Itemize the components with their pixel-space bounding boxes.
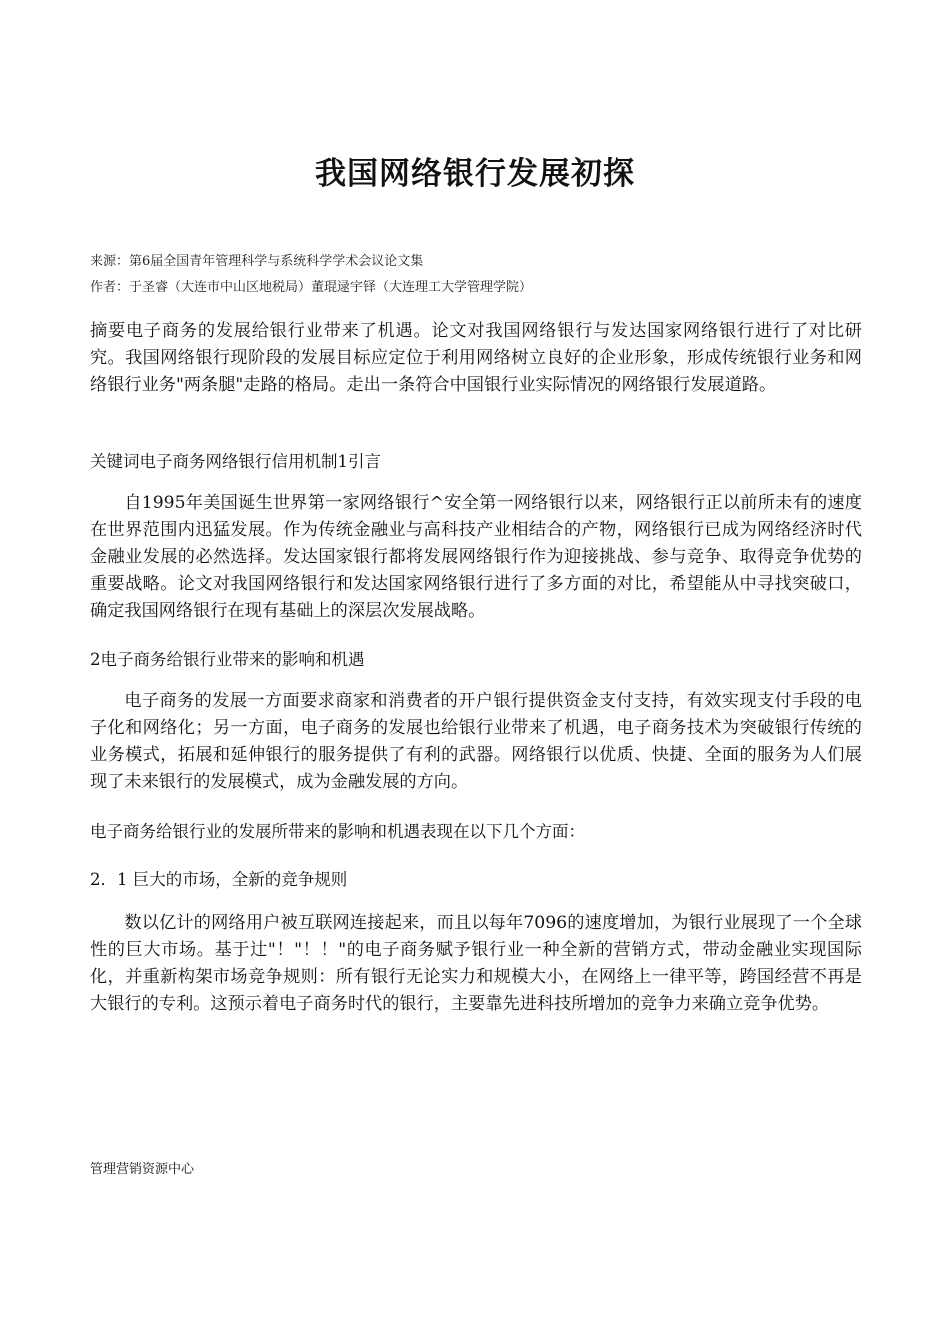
- source-line: 来源：第6届全国青年管理科学与系统科学学术会议论文集: [90, 254, 424, 269]
- keywords-line: 关键词电子商务网络银行信用机制1引言: [90, 452, 381, 471]
- section-2-paragraph: 电子商务的发展一方面要求商家和消费者的开户银行提供资金支付支持，有效实现支付手段的电子化和网络化；另一方面，电子商务的发展也给银行业带来了机遇，电子商务技术为突破银行传统的业务模式，拓展和延伸银行的服务提供了有利的武器。网络银行以优质、快捷、全面的服务为人们展现了未来银行的发展模式，成为金融发展的方向。: [90, 691, 862, 792]
- document-title: 我国网络银行发展初探: [315, 156, 635, 192]
- section-2-1-heading: 2．1 巨大的市场，全新的竞争规则: [90, 870, 348, 889]
- section-2-lead: 电子商务给银行业的发展所带来的影响和机遇表现在以下几个方面：: [90, 822, 585, 841]
- authors-line: 作者：于圣睿（大连市中山区地税局）董琨逯宇铎（大连理工大学管理学院）: [90, 280, 533, 295]
- section-2-heading: 2电子商务给银行业带来的影响和机遇: [90, 650, 365, 669]
- intro-paragraph: 自1995年美国诞生世界第一家网络银行^安全第一网络银行以来，网络银行正以前所未有的速度在世界范围内迅猛发展。作为传统金融业与高科技产业相结合的产物，网络银行已成为网络经济时代金融业发展的必然选择。发达国家银行都将发展网络银行作为迎接挑战、参与竞争、取得竞争优势的重要战略。论文对我国网络银行和发达国家网络银行进行了多方面的对比，希望能从中寻找突破口，确定我国网络银行在现有基础上的深层次发展战略。: [90, 493, 862, 621]
- footer-text: 管理营销资源中心: [90, 1162, 195, 1177]
- abstract-paragraph: 摘要电子商务的发展给银行业带来了机遇。论文对我国网络银行与发达国家网络银行进行了对比研究。我国网络银行现阶段的发展目标应定位于利用网络树立良好的企业形象，形成传统银行业务和网络银行业务"两条腿"走路的格局。走出一条符合中国银行业实际情况的网络银行发展道路。: [90, 321, 862, 395]
- section-2-1-paragraph: 数以亿计的网络用户被互联网连接起来，而且以每年7096的速度增加，为银行业展现了一个全球性的巨大市场。基于辻"！"！！"的电子商务赋予银行业一种全新的营销方式，带动金融业实现国际化，并重新构架市场竞争规则：所有银行无论实力和规模大小，在网络上一律平等，跨国经营不再是大银行的专利。这预示着电子商务时代的银行，主要靠先进科技所增加的竞争力来确立竞争优势。: [90, 913, 862, 1014]
